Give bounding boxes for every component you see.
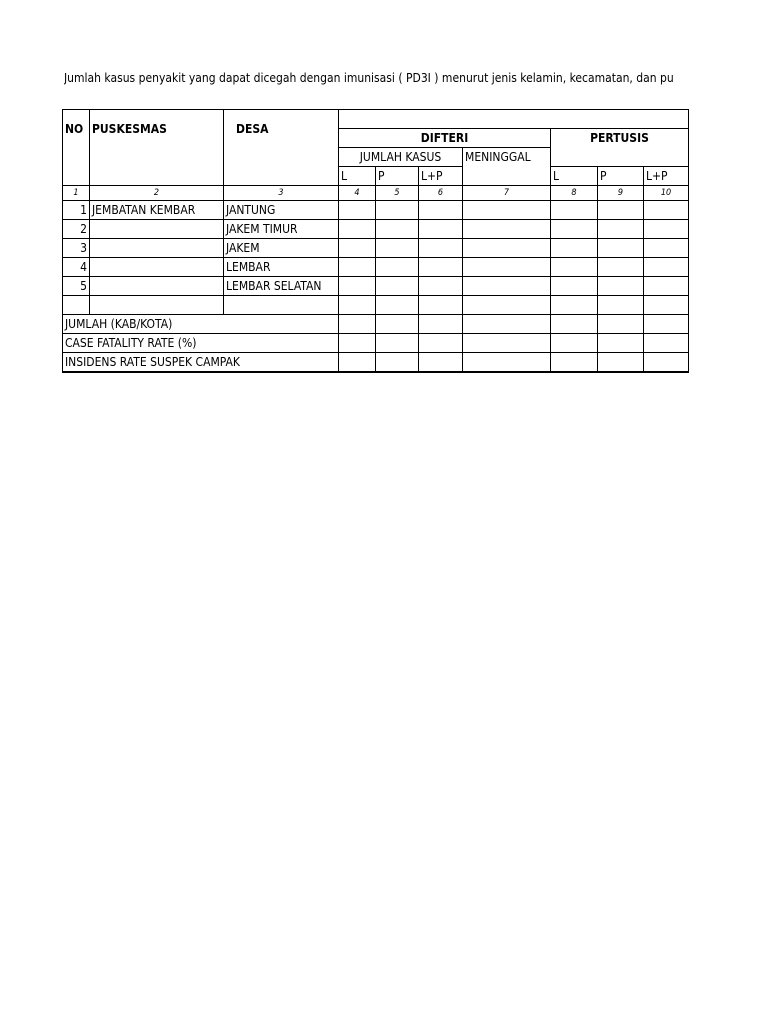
cell[interactable]	[339, 201, 376, 220]
column-number: 3	[224, 186, 339, 201]
header-pertusis-l: L	[551, 167, 598, 186]
header-pertusis-lp: L+P	[644, 167, 689, 186]
header-difteri: DIFTERI	[339, 129, 551, 148]
cell[interactable]	[339, 296, 376, 315]
header-no: NO	[63, 110, 90, 186]
column-number: 9	[598, 186, 644, 201]
cell[interactable]	[376, 315, 419, 334]
cell[interactable]	[376, 258, 419, 277]
row-no: 4	[63, 258, 90, 277]
summary-row	[63, 334, 689, 353]
cell[interactable]	[463, 315, 551, 334]
cell[interactable]	[644, 258, 689, 277]
cell[interactable]	[598, 315, 644, 334]
cell[interactable]	[376, 334, 419, 353]
cell[interactable]	[463, 239, 551, 258]
cell[interactable]	[419, 220, 463, 239]
cell[interactable]	[376, 239, 419, 258]
table-row-empty	[63, 296, 689, 315]
summary-label: INSIDENS RATE SUSPEK CAMPAK	[63, 353, 339, 373]
cell[interactable]	[376, 277, 419, 296]
cell[interactable]	[644, 353, 689, 373]
row-desa: JANTUNG	[224, 201, 339, 220]
cell[interactable]	[419, 258, 463, 277]
cell[interactable]	[551, 315, 598, 334]
row-puskesmas	[90, 239, 224, 258]
cell[interactable]	[644, 201, 689, 220]
cell[interactable]	[419, 296, 463, 315]
table-row	[63, 258, 689, 277]
cell[interactable]	[339, 220, 376, 239]
cell[interactable]	[551, 220, 598, 239]
pd3i-table	[62, 109, 689, 373]
row-no: 1	[63, 201, 90, 220]
cell[interactable]	[644, 239, 689, 258]
column-number: 8	[551, 186, 598, 201]
report-title: Jumlah kasus penyakit yang dapat dicegah dengan imunisasi ( PD3I ) menurut jenis kelamin, kecamatan, dan pu	[64, 71, 674, 85]
row-desa: JAKEM TIMUR	[224, 220, 339, 239]
header-puskesmas: PUSKESMAS	[90, 110, 224, 186]
cell[interactable]	[551, 296, 598, 315]
row-puskesmas	[90, 258, 224, 277]
cell[interactable]	[598, 296, 644, 315]
cell[interactable]	[598, 334, 644, 353]
cell[interactable]	[598, 258, 644, 277]
table-row	[63, 239, 689, 258]
cell[interactable]	[419, 201, 463, 220]
cell[interactable]	[376, 296, 419, 315]
cell[interactable]	[419, 353, 463, 373]
cell[interactable]	[339, 315, 376, 334]
cell[interactable]	[598, 220, 644, 239]
cell[interactable]	[644, 315, 689, 334]
header-difteri-l: L	[339, 167, 376, 186]
cell[interactable]	[644, 296, 689, 315]
summary-label: CASE FATALITY RATE (%)	[63, 334, 339, 353]
header-jumlah-kasus: JUMLAH KASUS	[339, 148, 463, 167]
header-top-band	[339, 110, 689, 129]
header-pertusis-p: P	[598, 167, 644, 186]
cell[interactable]	[551, 277, 598, 296]
cell[interactable]	[339, 239, 376, 258]
cell[interactable]	[551, 334, 598, 353]
cell[interactable]	[598, 201, 644, 220]
cell[interactable]	[376, 353, 419, 373]
cell[interactable]	[463, 258, 551, 277]
column-number: 6	[419, 186, 463, 201]
cell[interactable]	[224, 296, 339, 315]
column-number: 7	[463, 186, 551, 201]
header-desa: DESA	[224, 110, 339, 186]
summary-row	[63, 353, 689, 373]
cell[interactable]	[644, 277, 689, 296]
cell[interactable]	[376, 201, 419, 220]
cell[interactable]	[551, 258, 598, 277]
row-puskesmas	[90, 220, 224, 239]
cell[interactable]	[376, 220, 419, 239]
cell[interactable]	[598, 239, 644, 258]
cell[interactable]	[463, 277, 551, 296]
column-number: 10	[644, 186, 689, 201]
cell[interactable]	[419, 239, 463, 258]
row-no: 3	[63, 239, 90, 258]
row-desa: LEMBAR	[224, 258, 339, 277]
cell[interactable]	[551, 201, 598, 220]
row-puskesmas: JEMBATAN KEMBAR	[90, 201, 224, 220]
cell[interactable]	[551, 239, 598, 258]
header-meninggal: MENINGGAL	[463, 148, 551, 186]
column-number-row	[63, 186, 689, 201]
cell[interactable]	[339, 277, 376, 296]
summary-row	[63, 315, 689, 334]
row-puskesmas	[90, 277, 224, 296]
cell[interactable]	[463, 353, 551, 373]
cell[interactable]	[598, 353, 644, 373]
cell[interactable]	[90, 296, 224, 315]
cell[interactable]	[339, 258, 376, 277]
cell[interactable]	[419, 315, 463, 334]
column-number: 1	[63, 186, 90, 201]
column-number: 2	[90, 186, 224, 201]
cell[interactable]	[63, 296, 90, 315]
cell[interactable]	[463, 201, 551, 220]
table-row	[63, 277, 689, 296]
cell[interactable]	[644, 220, 689, 239]
table-row	[63, 201, 689, 220]
cell[interactable]	[419, 334, 463, 353]
summary-label: JUMLAH (KAB/KOTA)	[63, 315, 339, 334]
row-desa: LEMBAR SELATAN	[224, 277, 339, 296]
header-difteri-lp: L+P	[419, 167, 463, 186]
row-no: 5	[63, 277, 90, 296]
cell[interactable]	[463, 220, 551, 239]
cell[interactable]	[339, 334, 376, 353]
cell[interactable]	[419, 277, 463, 296]
cell[interactable]	[463, 296, 551, 315]
cell[interactable]	[463, 334, 551, 353]
cell[interactable]	[551, 353, 598, 373]
header-pertusis: PERTUSIS	[551, 129, 689, 167]
header-difteri-p: P	[376, 167, 419, 186]
row-no: 2	[63, 220, 90, 239]
row-desa: JAKEM	[224, 239, 339, 258]
cell[interactable]	[598, 277, 644, 296]
table-row	[63, 220, 689, 239]
cell[interactable]	[644, 334, 689, 353]
column-number: 5	[376, 186, 419, 201]
column-number: 4	[339, 186, 376, 201]
cell[interactable]	[339, 353, 376, 373]
